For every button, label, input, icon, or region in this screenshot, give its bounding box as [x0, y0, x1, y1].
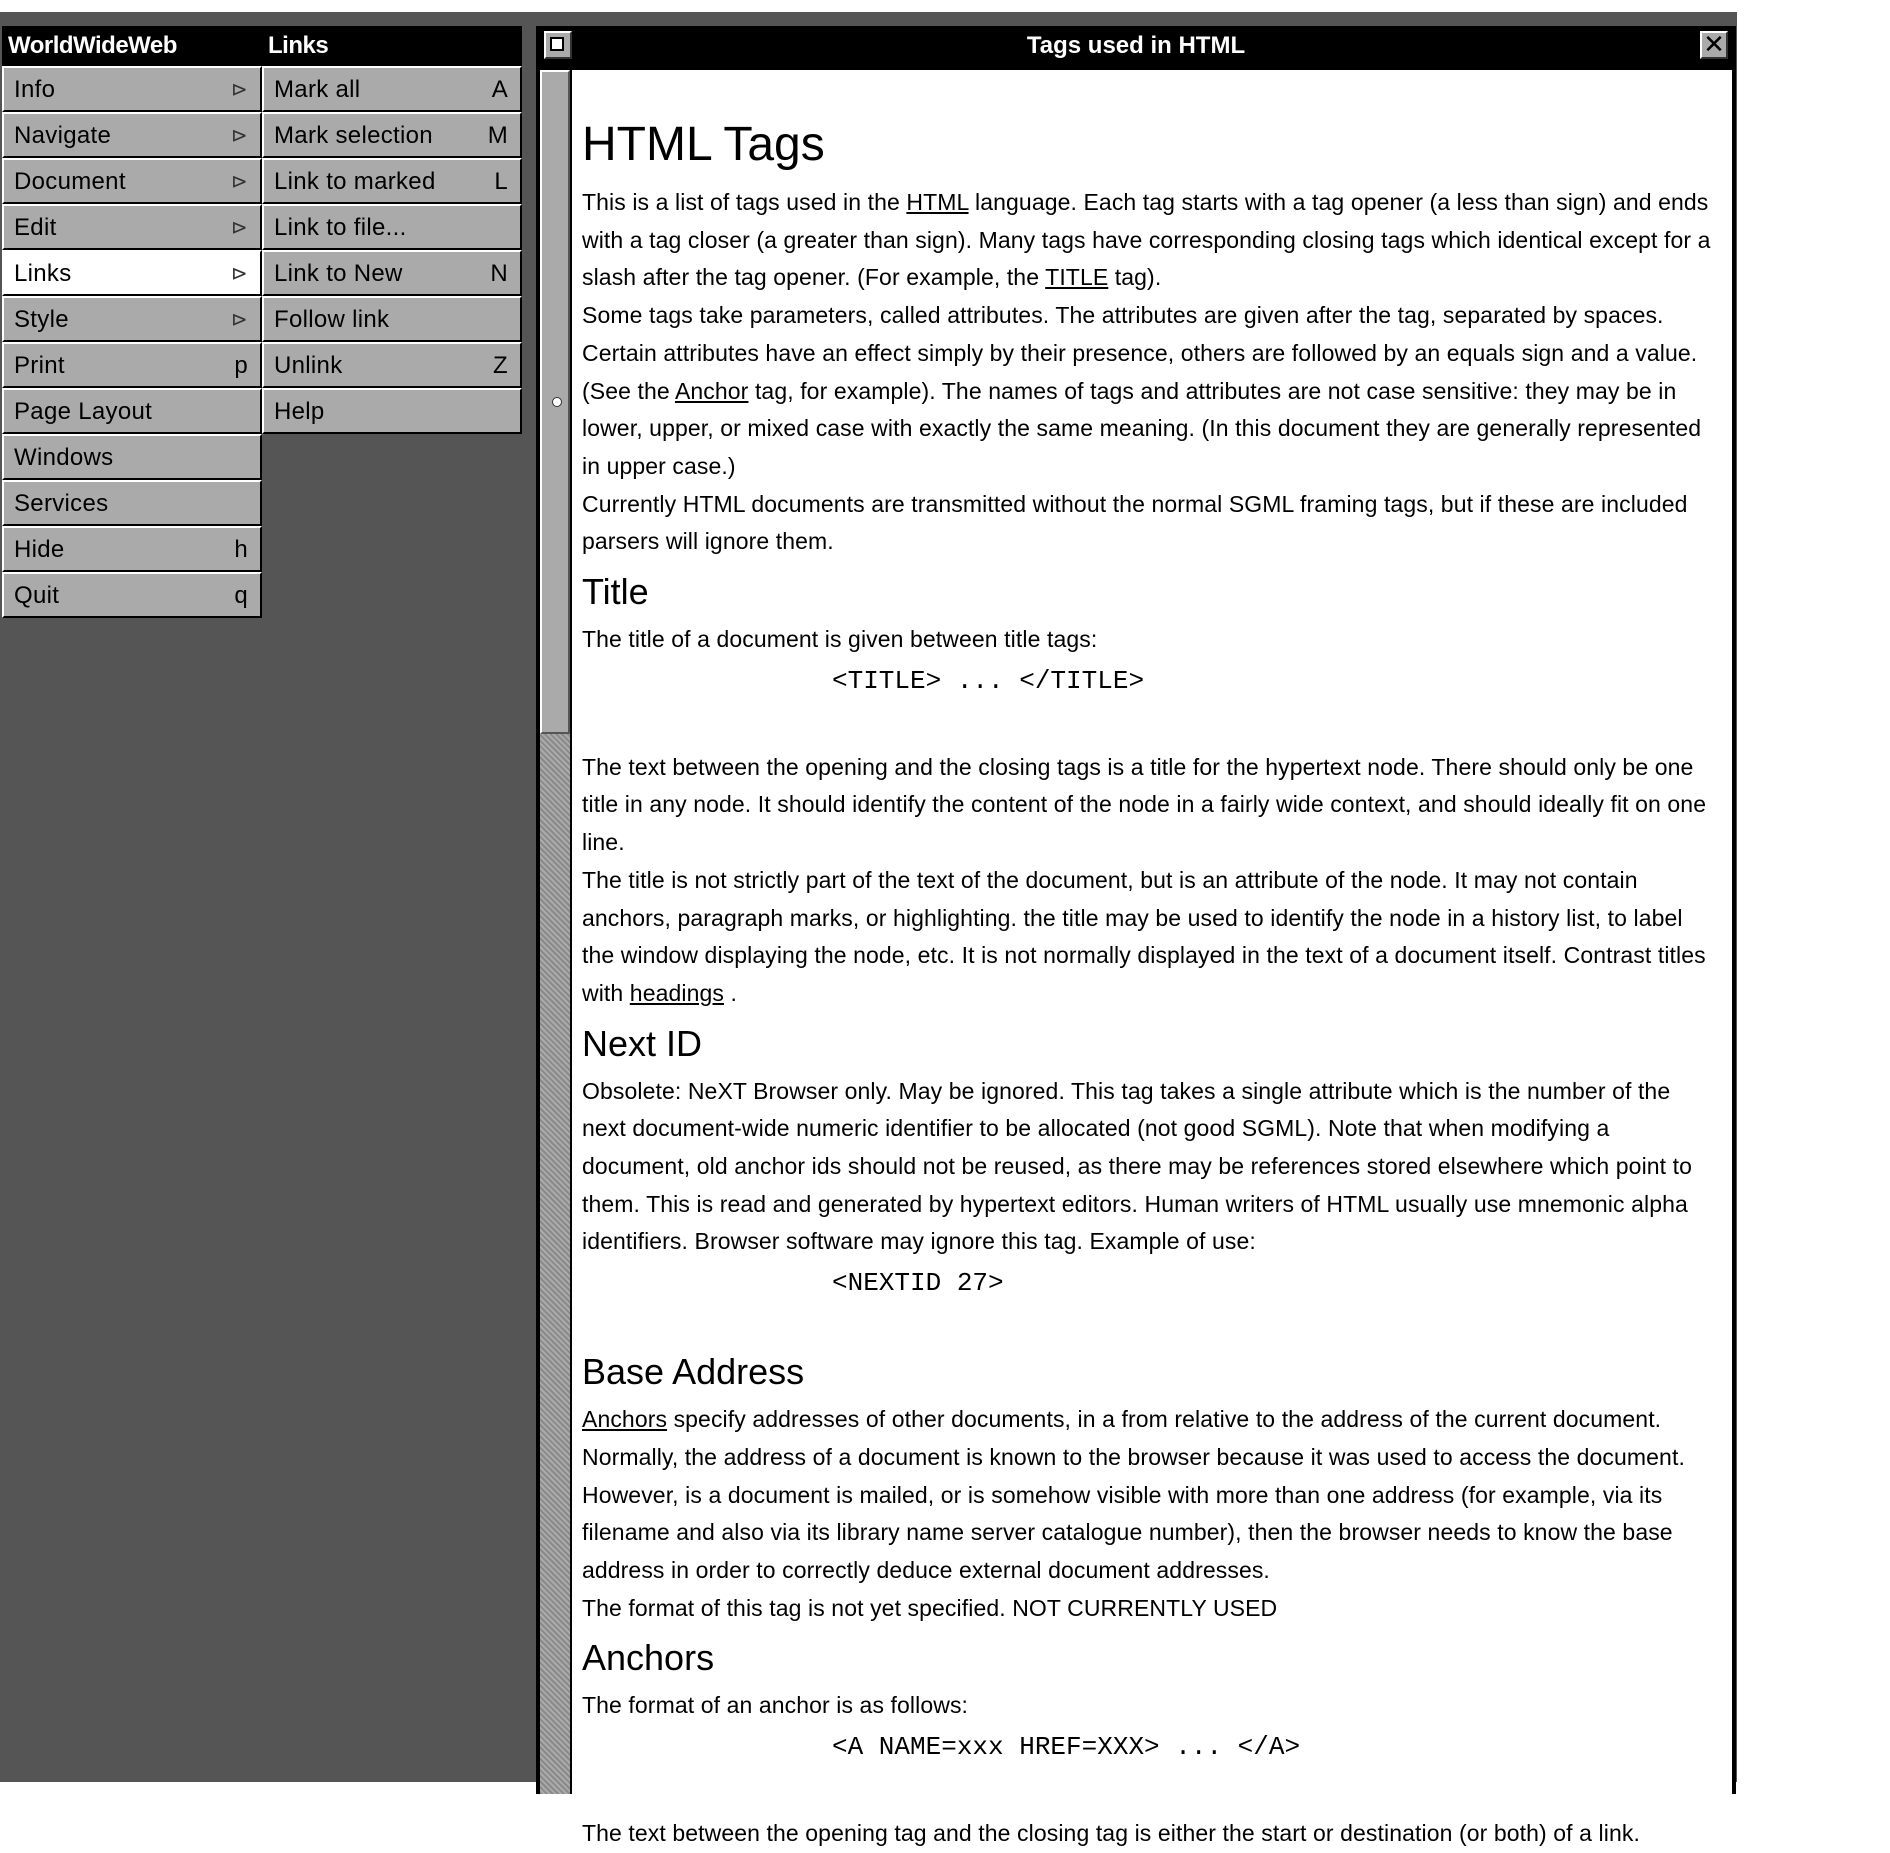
main-menu: [2, 26, 262, 618]
menu-item-link-to-file[interactable]: [262, 204, 522, 250]
menu-item-label: Print: [14, 352, 65, 379]
title-attribute-paragraph: The title is not strictly part of the text of the document, but is an attribute of the node. It may not contain anchors, paragraph marks, or highlighting. the title may be used to identify the node in a history list, to label the window displaying the node, etc. It is not normally displayed in the text of a document itself. Contrast titles with headings .: [582, 866, 1706, 1006]
code-example-title: <TITLE> ... </TITLE>: [832, 665, 1145, 696]
menu-item-label: Link to marked: [274, 168, 436, 195]
menu-item-label: Style: [14, 306, 69, 333]
shortcut-key: A: [491, 76, 508, 103]
close-icon: ✕: [1703, 29, 1725, 59]
shortcut-key: Z: [493, 352, 508, 379]
menu-item-style[interactable]: [2, 296, 262, 342]
submenu-arrow-icon: ⊳: [230, 171, 248, 193]
menu-item-document[interactable]: [2, 158, 262, 204]
menu-item-print[interactable]: [2, 342, 262, 388]
shortcut-key: q: [234, 582, 248, 609]
sgml-paragraph: Currently HTML documents are transmitted without the normal SGML framing tags, but if these are included parsers will ignore them.: [582, 490, 1688, 555]
submenu-arrow-icon: ⊳: [230, 309, 248, 331]
menu-item-label: Page Layout: [14, 398, 153, 425]
menu-item-link-to-new[interactable]: [262, 250, 522, 296]
menu-item-mark-all[interactable]: [262, 66, 522, 112]
shortcut-key: N: [490, 260, 508, 287]
shortcut-key: M: [487, 122, 508, 149]
menu-item-follow-link[interactable]: [262, 296, 522, 342]
close-button[interactable]: [1700, 31, 1728, 59]
document-content[interactable]: [572, 70, 1732, 1847]
title-paragraph: The title of a document is given between title tags:: [582, 626, 1098, 653]
heading-title: Title: [582, 571, 649, 613]
menu-item-label: Edit: [14, 214, 57, 241]
anchor-link[interactable]: Anchor: [674, 377, 749, 404]
submenu-arrow-icon: ⊳: [230, 263, 248, 285]
submenu-arrow-icon: ⊳: [230, 79, 248, 101]
heading-anchors: Anchors: [582, 1637, 715, 1679]
vertical-scrollbar[interactable]: [540, 70, 570, 1794]
document-window: [536, 26, 1736, 1847]
menu-item-unlink[interactable]: [262, 342, 522, 388]
submenu-arrow-icon: ⊳: [230, 217, 248, 239]
links-menu-title[interactable]: Links: [262, 26, 522, 66]
headings-link[interactable]: headings: [629, 979, 724, 1006]
anchors-paragraph: The format of an anchor is as follows:: [582, 1692, 969, 1719]
heading-next-id: Next ID: [582, 1022, 703, 1064]
scroll-knob[interactable]: [540, 70, 570, 734]
attributes-paragraph: Some tags take parameters, called attributes. The attributes are given after the tag, separated by spaces. Certain attributes have an effect simply by their presence, others are followed by an equals sign and a value. (See the Anchor tag, for example). The names of tags and attributes are not case sensitive: they may be in lower, upper, or mixed case with exactly the same meaning. (In this document they are generally represented in upper case.): [582, 302, 1702, 479]
desktop: [0, 12, 1737, 1847]
miniaturize-button[interactable]: [544, 31, 572, 59]
anchors-text-paragraph: The text between the opening tag and the closing tag is either the start or destination (or both) of a link.: [582, 1820, 1640, 1847]
shortcut-key: p: [234, 352, 248, 379]
intro-paragraph: This is a list of tags used in the HTML language. Each tag starts with a tag opener (a less than sign) and ends with a tag closer (a greater than sign). Many tags have corresponding closing tags which identical except for a slash after the tag opener. (For example, the TITLE tag).: [582, 189, 1711, 291]
code-example-anchor: <A NAME=xxx HREF=XXX> ... </A>: [832, 1732, 1301, 1763]
submenu-arrow-icon: ⊳: [230, 125, 248, 147]
menu-item-link-to-marked[interactable]: [262, 158, 522, 204]
menu-item-label: Mark selection: [274, 122, 433, 149]
menu-item-hide[interactable]: [2, 526, 262, 572]
menu-item-label: Hide: [14, 536, 65, 563]
menu-item-label: Follow link: [274, 306, 390, 333]
shortcut-key: L: [494, 168, 508, 195]
window-titlebar[interactable]: [536, 26, 1736, 66]
page-title: HTML Tags: [582, 118, 825, 171]
menu-item-mark-selection[interactable]: [262, 112, 522, 158]
code-example-nextid: <NEXTID 27>: [832, 1268, 1004, 1299]
menu-item-navigate[interactable]: [2, 112, 262, 158]
menu-item-label: Windows: [14, 444, 114, 471]
menu-item-label: Document: [14, 168, 126, 195]
menu-item-label: Quit: [14, 582, 60, 609]
links-menu: [262, 26, 522, 434]
main-menu-title[interactable]: WorldWideWeb: [2, 26, 262, 66]
menu-item-info[interactable]: [2, 66, 262, 112]
menu-item-links[interactable]: [2, 250, 262, 296]
menu-item-label: Link to New: [274, 260, 403, 287]
html-link[interactable]: HTML: [906, 189, 969, 215]
base-format-paragraph: The format of this tag is not yet specified. NOT CURRENTLY USED: [582, 1594, 1278, 1621]
menu-item-label: Link to file...: [274, 214, 407, 241]
menu-item-quit[interactable]: [2, 572, 262, 618]
menu-item-page-layout[interactable]: [2, 388, 262, 434]
menu-item-services[interactable]: [2, 480, 262, 526]
menu-item-label: Navigate: [14, 122, 112, 149]
menu-item-help[interactable]: [262, 388, 522, 434]
base-paragraph: Anchors specify addresses of other documents, in a from relative to the address of the current document. Normally, the address of a document is known to the browser because it was used to access the document. However, is a document is mailed, or is somehow visible with more than one address (for example, via its filename and also via its library name server catalogue number), then the browser needs to know the base address in order to correctly deduce external document addresses.: [582, 1406, 1685, 1583]
menu-item-edit[interactable]: [2, 204, 262, 250]
title-text-paragraph: The text between the opening and the closing tags is a title for the hypertext node. There should only be one title in any node. It should identify the content of the node in a fairly wide context, and should ideally fit on one line.: [582, 753, 1707, 856]
menu-item-label: Info: [14, 76, 56, 103]
menu-item-label: Mark all: [274, 76, 361, 103]
window-title: Tags used in HTML: [1026, 32, 1246, 59]
anchors-link[interactable]: Anchors: [582, 1406, 668, 1433]
nextid-paragraph: Obsolete: NeXT Browser only. May be ignored. This tag takes a single attribute which is the number of the next document-wide numeric identifier to be allocated (not good SGML). Note that when modifying a document, old anchor ids should not be reused, as there may be references stored elsewhere which point to them. This is read and generated by hypertext editors. Human writers of HTML usually use mnemonic alpha identifiers. Browser software may ignore this tag. Example of use:: [582, 1077, 1693, 1255]
heading-base-address: Base Address: [582, 1351, 805, 1393]
menu-item-label: Help: [274, 398, 325, 425]
menu-item-windows[interactable]: [2, 434, 262, 480]
menu-item-label: Services: [14, 490, 109, 517]
shortcut-key: h: [234, 536, 248, 563]
title-link[interactable]: TITLE: [1045, 264, 1109, 291]
menu-item-label: Unlink: [274, 352, 343, 379]
menu-item-label: Links: [14, 260, 72, 287]
